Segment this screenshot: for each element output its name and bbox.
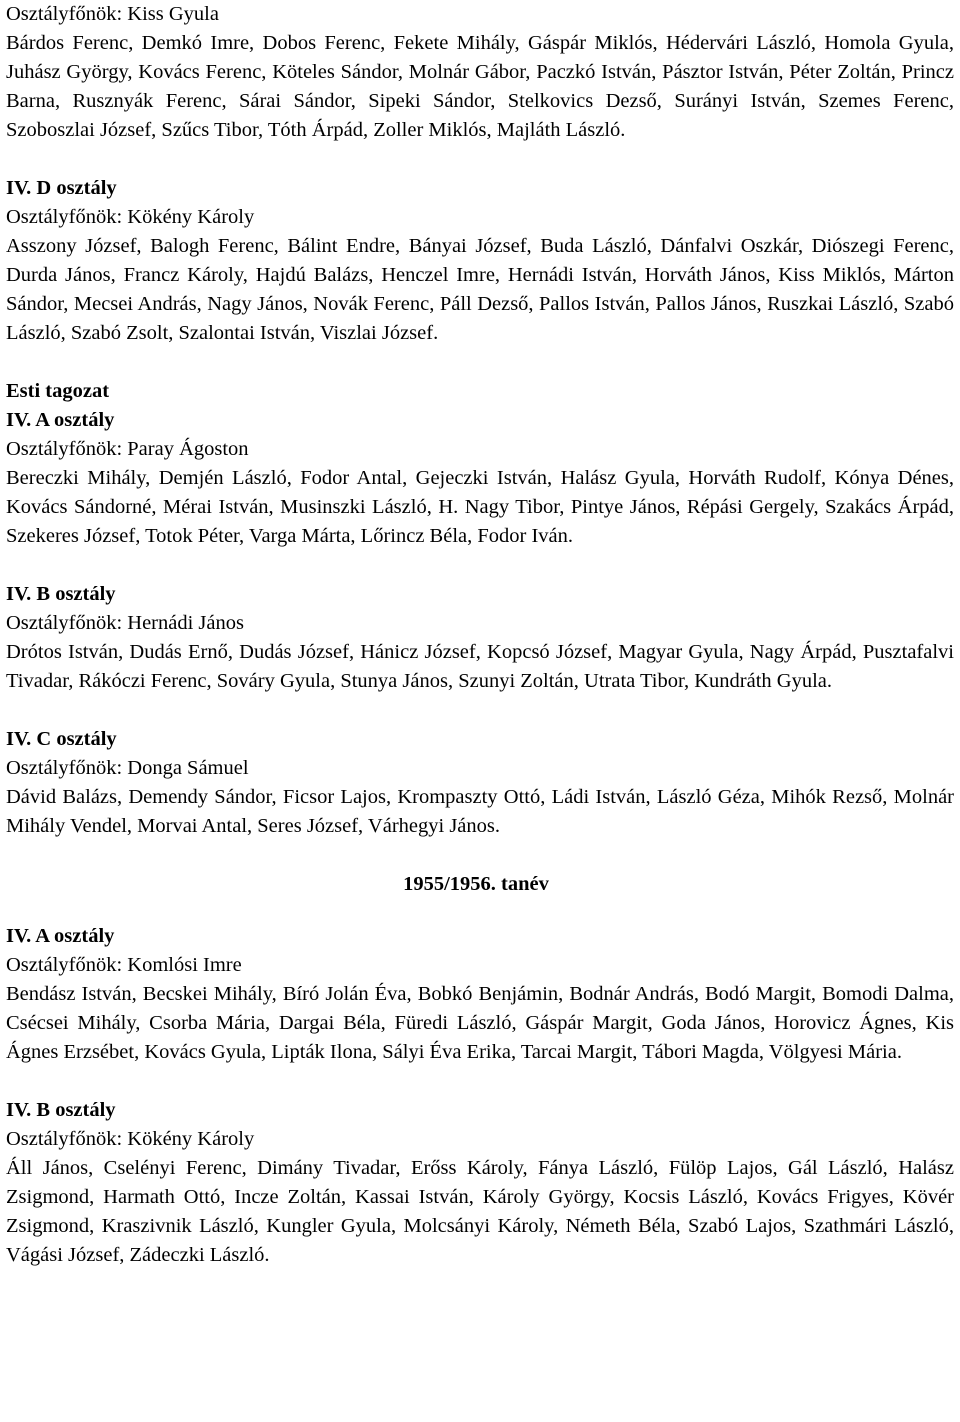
class-heading: IV. C osztály [6, 728, 117, 750]
class-teacher: Osztályfőnök: Paray Ágoston [6, 438, 249, 460]
class-heading: IV. D osztály [6, 177, 117, 199]
class-heading: IV. A osztály [6, 925, 115, 947]
class-heading: IV. B osztály [6, 583, 116, 605]
class-block-continued [6, 0, 954, 145]
student-list: Drótos István, Dudás Ernő, Dudás József, Hánicz József, Kopcsó József, Magyar Gyula, Nagy Árpád, Pusztafalvi Tivadar, Rákóczi Ferenc, Sováry Gyula, Stunya János, Szunyi Zoltán, Utrata Tibor, Kundráth Gyula. [6, 641, 954, 692]
class-block-evening-iv-b [6, 580, 954, 696]
class-block-evening-iv-c [6, 725, 954, 841]
student-list: Asszony József, Balogh Ferenc, Bálint Endre, Bányai József, Buda László, Dánfalvi Oszkár, Diószegi Ferenc, Durda János, Francz Károly, Hajdú Balázs, Henczel Imre, Hernádi István, Horváth János, Kiss Miklós, Márton Sándor, Mecsei András, Nagy János, Novák Ferenc, Páll Dezső, Pallos István, Pallos János, Ruszkai László, Szabó László, Szabó Zsolt, Szalontai István, Viszlai József. [6, 235, 954, 344]
student-list: Áll János, Cselényi Ferenc, Dimány Tivadar, Erőss Károly, Fánya László, Fülöp Lajos, Gál László, Halász Zsigmond, Harmath Ottó, Incze Zoltán, Kassai István, Károly György, Kocsis László, Kovács Frigyes, Kövér Zsigmond, Kraszivnik László, Kungler Gyula, Molcsányi Károly, Németh Béla, Szabó Lajos, Szathmári László, Vágási József, Zádeczki László. [6, 1157, 954, 1266]
class-teacher: Osztályfőnök: Kökény Károly [6, 1128, 255, 1150]
class-heading: IV. A osztály [6, 409, 115, 431]
class-block-1955-iv-a [6, 922, 954, 1067]
class-teacher: Osztályfőnök: Komlósi Imre [6, 954, 242, 976]
class-teacher: Osztályfőnök: Kiss Gyula [6, 3, 219, 25]
student-list: Dávid Balázs, Demendy Sándor, Ficsor Lajos, Krompaszty Ottó, Ládi István, László Géza, Mihók Rezső, Molnár Mihály Vendel, Morvai Antal, Seres József, Várhegyi János. [6, 786, 954, 837]
document-page [6, 0, 954, 1270]
class-block-1955-iv-b [6, 1096, 954, 1270]
class-block-iv-d [6, 174, 954, 348]
student-list: Bendász István, Becskei Mihály, Bíró Jolán Éva, Bobkó Benjámin, Bodnár András, Bodó Margit, Bomodi Dalma, Csécsei Mihály, Csorba Mária, Dargai Béla, Füredi László, Gáspár Margit, Goda János, Horovicz Ágnes, Kis Ágnes Erzsébet, Kovács Gyula, Lipták Ilona, Sályi Éva Erika, Tarcai Margit, Tábori Magda, Völgyesi Mária. [6, 983, 954, 1063]
class-teacher: Osztályfőnök: Hernádi János [6, 612, 244, 634]
class-teacher: Osztályfőnök: Donga Sámuel [6, 757, 249, 779]
class-block-evening-iv-a [6, 406, 954, 551]
student-list: Bárdos Ferenc, Demkó Imre, Dobos Ferenc, Fekete Mihály, Gáspár Miklós, Hédervári László, Homola Gyula, Juhász György, Kovács Ferenc, Köteles Sándor, Molnár Gábor, Paczkó István, Pásztor István, Péter Zoltán, Princz Barna, Rusznyák Ferenc, Sárai Sándor, Sipeki Sándor, Stelkovics Dezső, Surányi István, Szemes Ferenc, Szoboszlai József, Szűcs Tibor, Tóth Árpád, Zoller Miklós, Majláth László. [6, 32, 954, 141]
school-year-heading: 1955/1956. tanév [403, 873, 549, 895]
class-heading: IV. B osztály [6, 1099, 116, 1121]
student-list: Bereczki Mihály, Demjén László, Fodor Antal, Gejeczki István, Halász Gyula, Horváth Rudolf, Kónya Dénes, Kovács Sándorné, Mérai István, Musinszki László, H. Nagy Tibor, Pintye János, Répási Gergely, Szakács Árpád, Szekeres József, Totok Péter, Varga Márta, Lőrincz Béla, Fodor Iván. [6, 467, 954, 547]
section-heading-evening: Esti tagozat [6, 380, 110, 402]
class-teacher: Osztályfőnök: Kökény Károly [6, 206, 255, 228]
